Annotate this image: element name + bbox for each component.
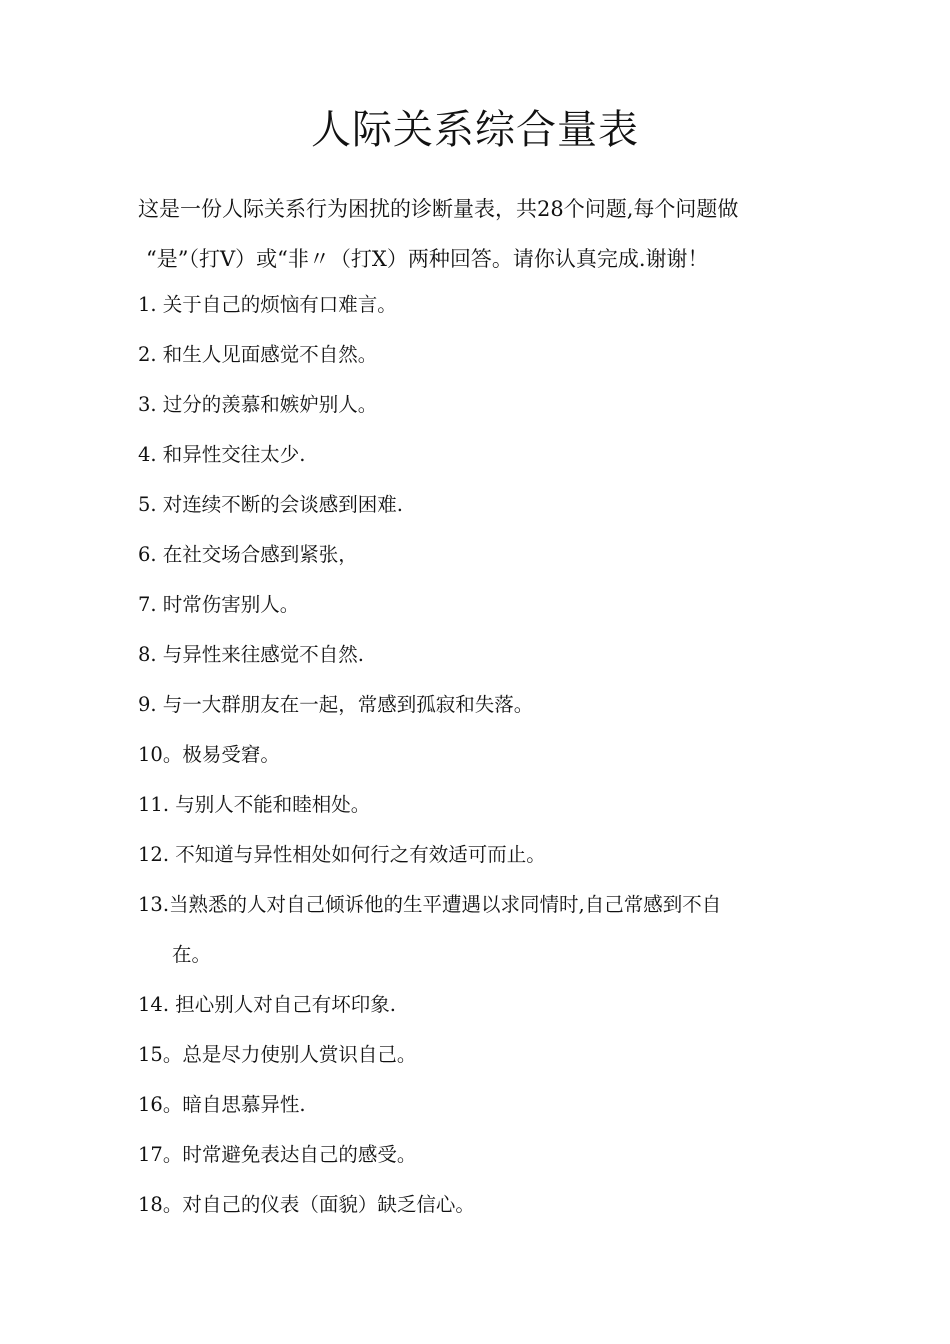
instructions-line-2: “是”（打V）或“非〃（打X）两种回答。请你认真完成.谢谢！ (146, 247, 709, 271)
question-item: 4. 和异性交往太少. (138, 443, 306, 466)
question-item: 5. 对连续不断的会谈感到困难. (138, 493, 404, 516)
question-item: 16。暗自思慕异性. (138, 1093, 306, 1116)
question-item: 7. 时常伤害别人。 (138, 593, 300, 616)
question-item: 2. 和生人见面感觉不自然。 (138, 343, 378, 366)
question-item: 18。对自己的仪表（面貌）缺乏信心。 (138, 1193, 475, 1216)
instructions (138, 184, 818, 284)
question-item: 10。极易受窘。 (138, 743, 280, 766)
question-item: 15。总是尽力使别人赏识自己。 (138, 1043, 417, 1066)
question-item: 1. 关于自己的烦恼有口难言。 (138, 293, 397, 316)
question-item: 17。时常避免表达自己的感受。 (138, 1143, 417, 1166)
question-item-continuation: 在。 (172, 943, 212, 966)
question-item: 9. 与一大群朋友在一起，常感到孤寂和失落。 (138, 693, 534, 716)
question-item: 12. 不知道与异性相处如何行之有效适可而止。 (138, 843, 546, 866)
question-item: 11. 与别人不能和睦相处。 (138, 793, 371, 816)
instructions-line-1: 这是一份人际关系行为困扰的诊断量表，共28个问题,每个问题做 (138, 197, 739, 221)
question-item-text: 13.当熟悉的人对自己倾诉他的生平遭遇以求同情时,自己常感到不自 (138, 893, 722, 916)
question-item: 3. 过分的羡慕和嫉妒别人。 (138, 393, 378, 416)
question-list (138, 280, 828, 1230)
question-item: 8. 与异性来往感觉不自然. (138, 643, 365, 666)
question-item: 6. 在社交场合感到紧张， (138, 543, 358, 566)
question-item (138, 880, 828, 980)
question-item: 14. 担心别人对自己有坏印象. (138, 993, 396, 1016)
page-title: 人际关系综合量表 (311, 107, 639, 153)
